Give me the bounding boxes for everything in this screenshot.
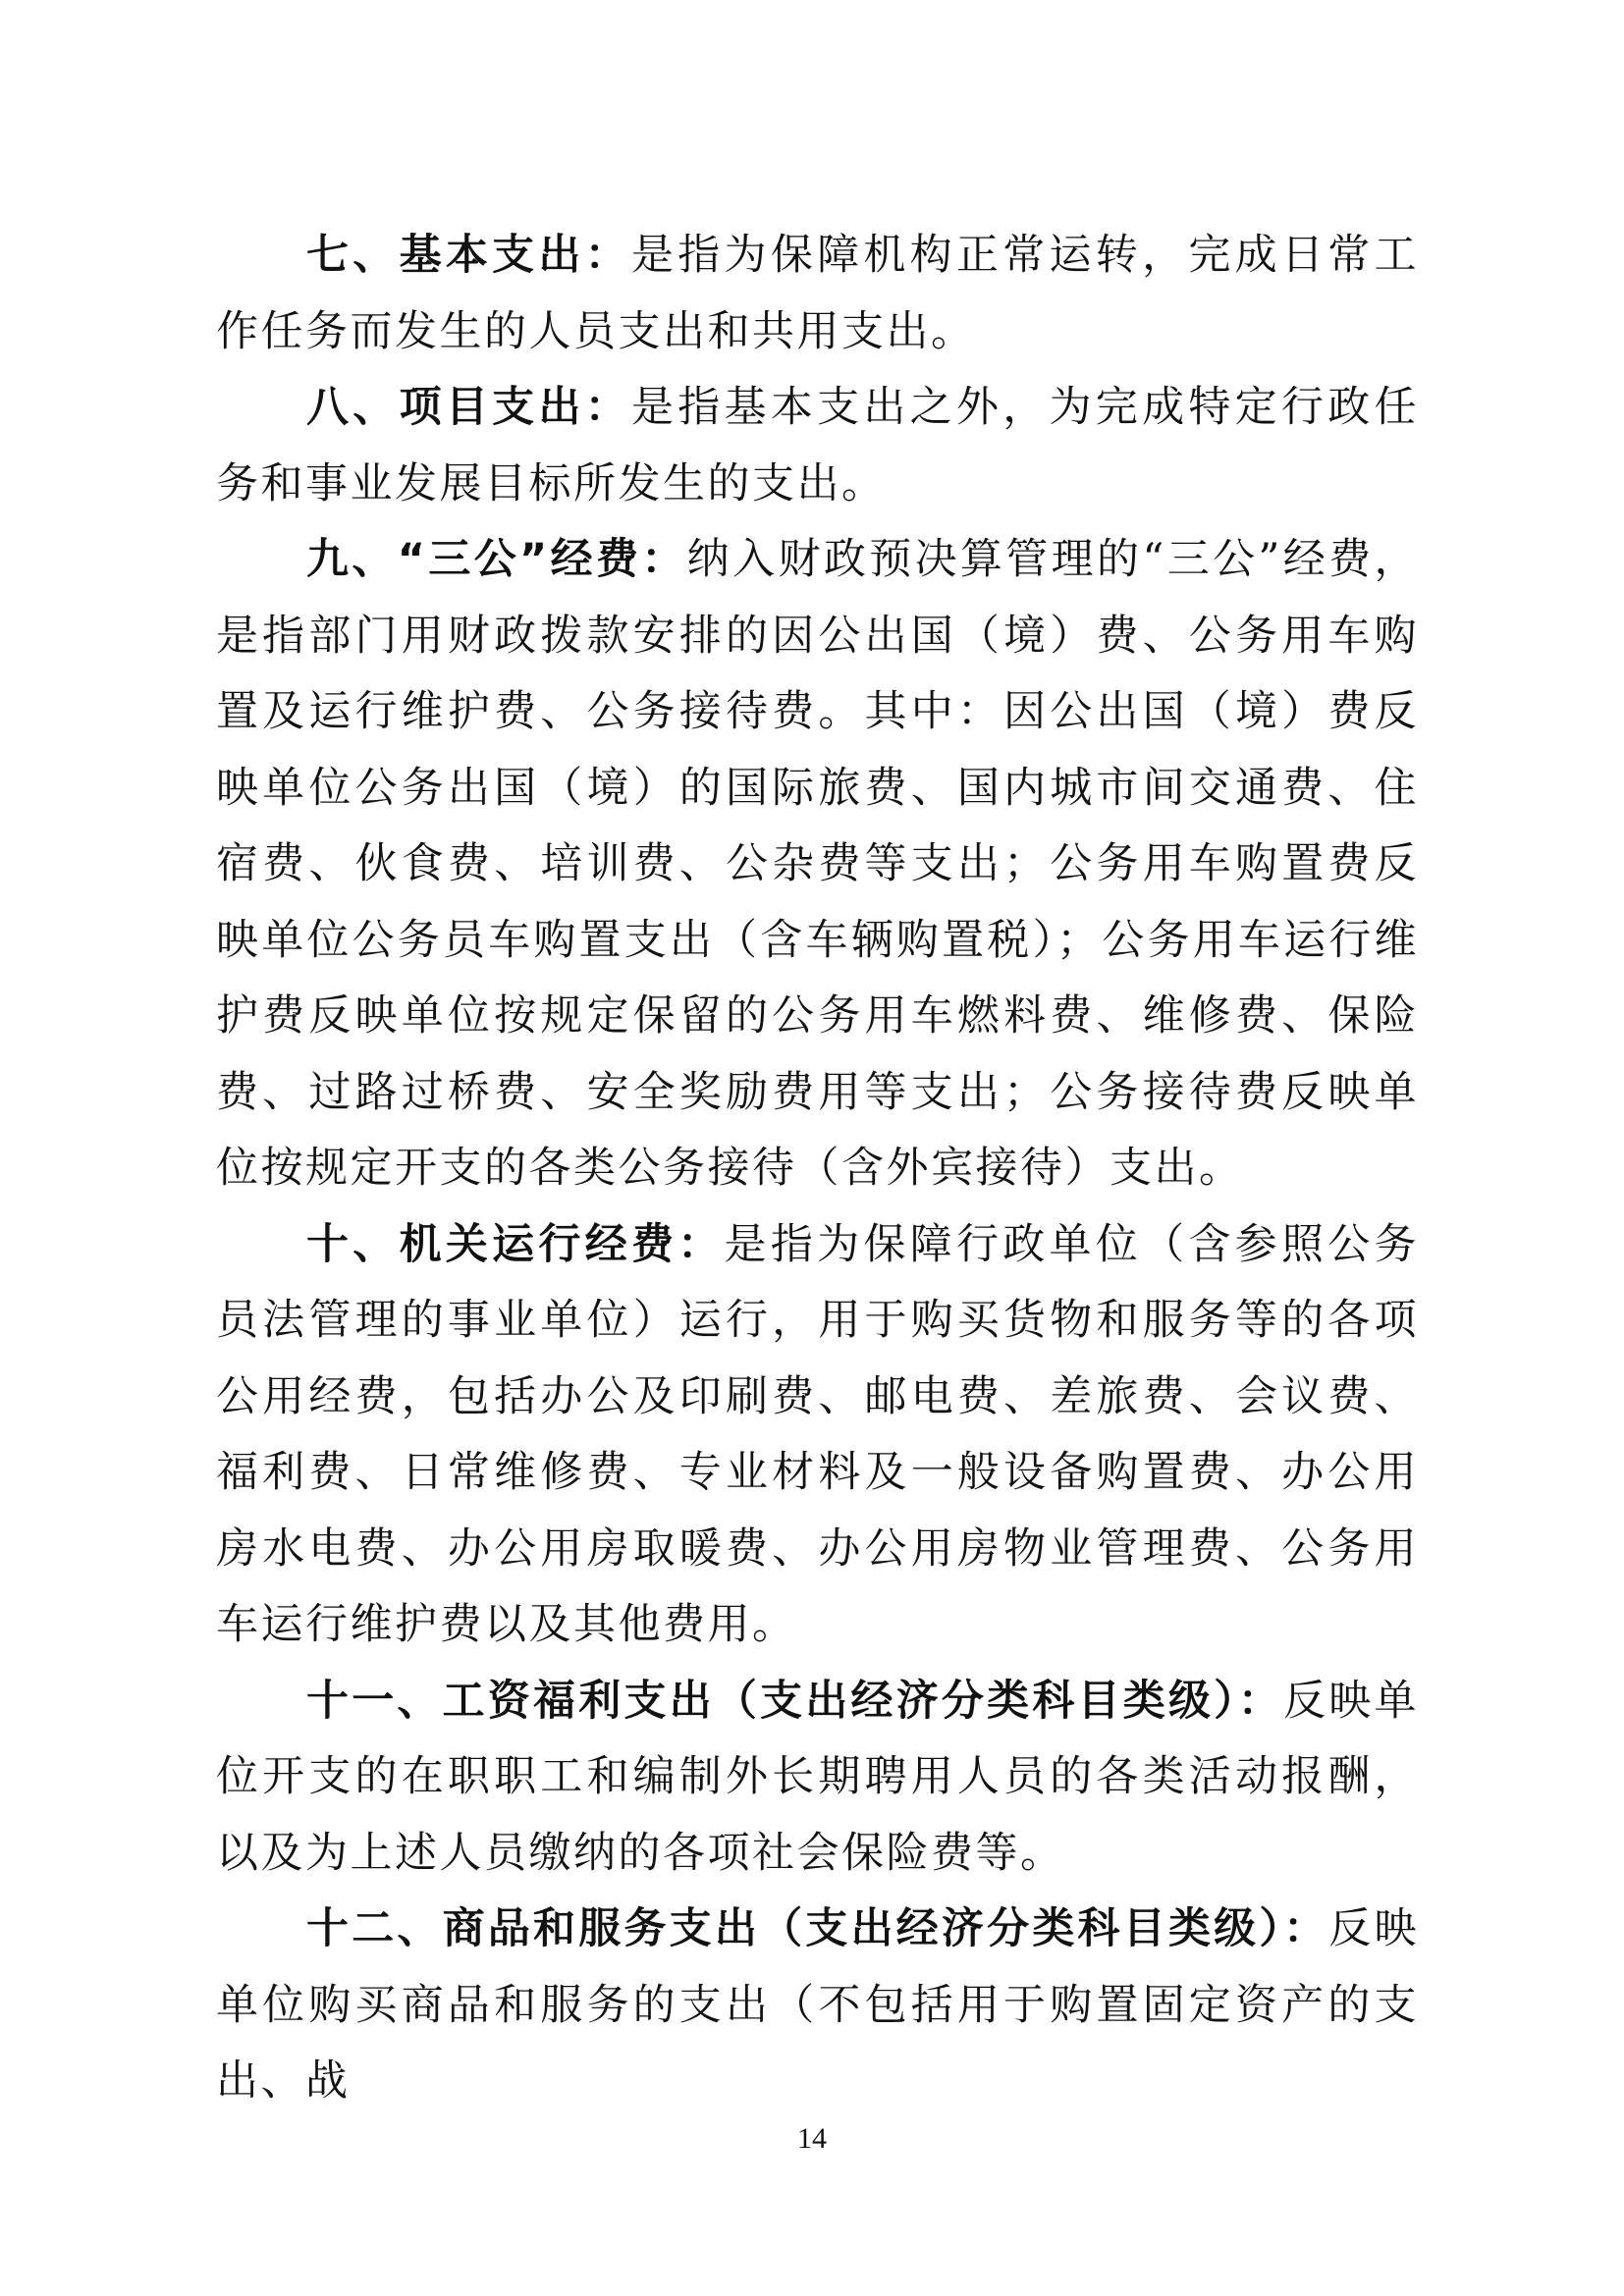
term-goods-services: 十二、商品和服务支出（支出经济分类科目类级）： — [306, 1904, 1329, 1953]
definition-three-public-expenses: 纳入财政预决算管理的“三公”经费，是指部门用财政拨款安排的因公出国（境）费、公务用车购置及运行维护费、公务接待费。其中：因公出国（境）费反映单位公务出国（境）的国际旅费、国内城市间交通费、住宿费、伙食费、培训费、公杂费等支出；公务用车购置费反映单位公务员车购置支出（含车辆购置税）；公务用车运行维护费反映单位按规定保留的公务用车燃料费、维修费、保险费、过路过桥费、安全奖励费用等支出；公务接待费反映单位按规定开支的各类公务接待（含外宾接待）支出。 — [216, 535, 1419, 1193]
term-project-expenditure: 八、项目支出： — [306, 383, 631, 432]
definition-basic-expenditure: 是指为保障机构正常运转，完成日常工作任务而发生的人员支出和共用支出。 — [216, 231, 1420, 356]
definition-wages-welfare: 反映单位开支的在职职工和编制外长期聘用人员的各类活动报酬，以及为上述人员缴纳的各项社会保险费等。 — [216, 1676, 1420, 1878]
paragraph-goods-services — [216, 1892, 1419, 2120]
definition-agency-operating-expenses: 是指为保障行政单位（含参照公务员法管理的事业单位）运行，用于购买货物和服务等的各项公用经费，包括办公及印刷费、邮电费、差旅费、会议费、福利费、日常维修费、专业材料及一般设备购置费、办公用房水电费、办公用房取暖费、办公用房物业管理费、公务用车运行维护费以及其他费用。 — [216, 1219, 1420, 1649]
term-three-public-expenses: 九、“三公”经费： — [306, 535, 687, 584]
paragraph-agency-operating-expenses — [216, 1207, 1419, 1664]
paragraph-project-expenditure — [216, 370, 1419, 522]
body-text — [216, 218, 1419, 2120]
paragraph-wages-welfare — [216, 1664, 1419, 1893]
paragraph-three-public-expenses — [216, 522, 1419, 1207]
definition-goods-services: 反映单位购买商品和服务的支出（不包括用于购置固定资产的支出、战 — [216, 1904, 1420, 2106]
definition-project-expenditure: 是指基本支出之外，为完成特定行政任务和事业发展目标所发生的支出。 — [216, 383, 1420, 508]
term-agency-operating-expenses: 十、机关运行经费： — [306, 1219, 725, 1269]
term-basic-expenditure: 七、基本支出： — [306, 231, 631, 280]
paragraph-basic-expenditure — [216, 218, 1419, 370]
term-wages-welfare: 十一、工资福利支出（支出经济分类科目类级）： — [306, 1676, 1284, 1726]
page-number: 14 — [797, 2122, 827, 2155]
